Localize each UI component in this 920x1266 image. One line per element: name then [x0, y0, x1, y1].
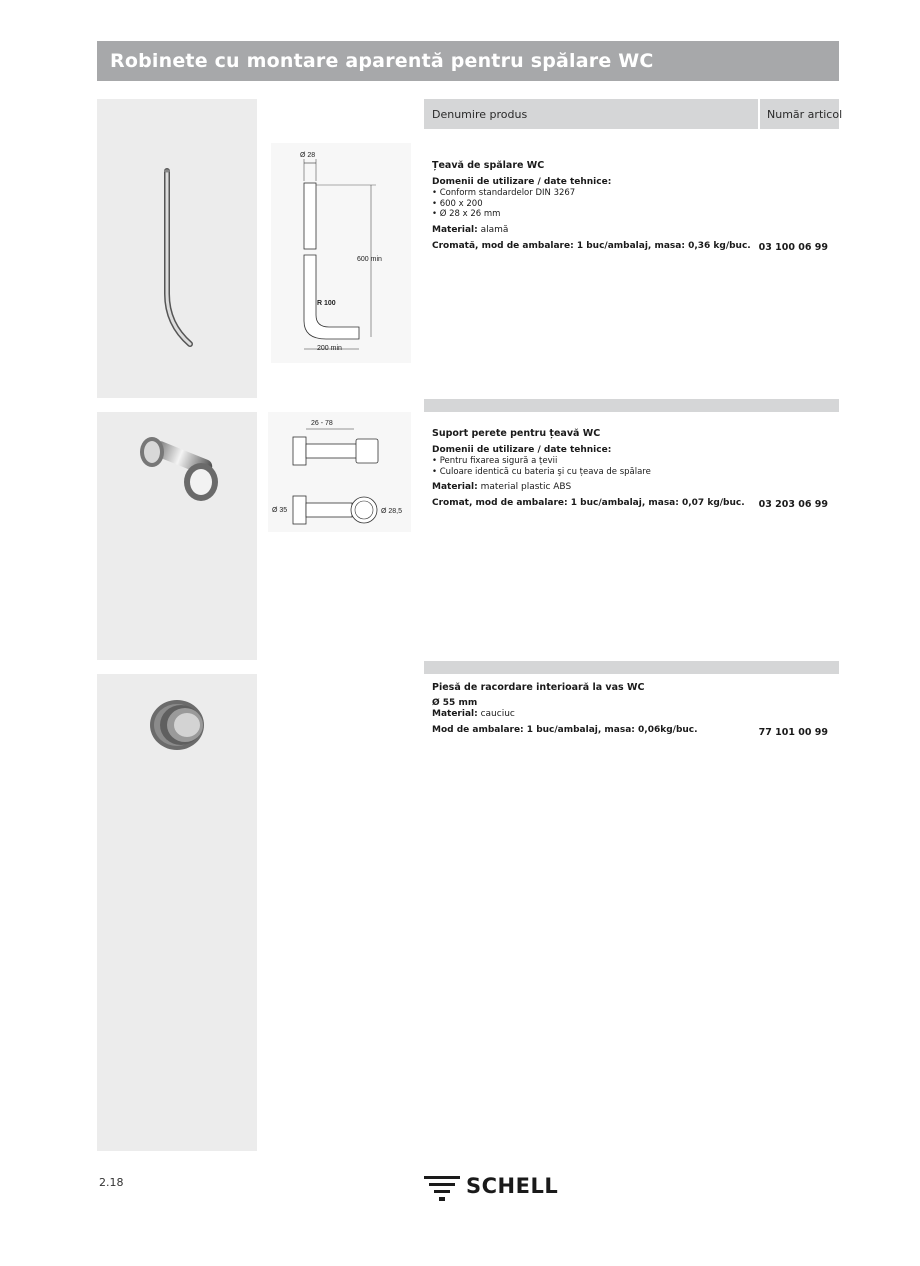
drawing-label-radius: R 100: [317, 300, 336, 307]
material-label: Material:: [432, 482, 478, 492]
list-item: • Pentru fixarea sigură a țevii: [432, 456, 832, 467]
product-packaging: Cromată, mod de ambalare: 1 buc/ambalaj, masa: 0,36 kg/buc.: [432, 240, 751, 251]
product-name: Suport perete pentru țeavă WC: [432, 428, 601, 439]
drawing-label-width: 200 min: [317, 345, 342, 352]
drawing-label-diameter: Ø 28: [300, 152, 316, 159]
product-material: [432, 482, 832, 493]
product-material: [432, 225, 832, 236]
article-number: 03 100 06 99: [758, 242, 828, 253]
material-value: alamă: [480, 224, 509, 235]
material-label: Material:: [432, 709, 478, 719]
article-number: 03 203 06 99: [758, 499, 828, 510]
list-item: • 600 x 200: [432, 199, 832, 210]
drawing-label-d1: Ø 35: [272, 507, 288, 514]
row-separator: [424, 661, 839, 674]
technical-drawing-wall-bracket: [268, 412, 411, 532]
drawing-label-d2: Ø 28,5: [381, 508, 403, 515]
article-number: 77 101 00 99: [758, 727, 828, 738]
list-item: • Ø 28 x 26 mm: [432, 209, 832, 220]
flush-pipe-photo: [97, 99, 257, 398]
product-name: Țeavă de spălare WC: [432, 160, 545, 171]
product-spec-list: [432, 456, 832, 477]
product-entry-3: [432, 682, 832, 736]
product-material: [432, 709, 832, 720]
product-photo-panel-3: [97, 674, 257, 1151]
column-header-article-label: Număr articol: [767, 108, 843, 121]
product-photo-panel-2: [97, 412, 257, 660]
product-packaging: Mod de ambalare: 1 buc/ambalaj, masa: 0,06kg/buc.: [432, 725, 698, 735]
schell-logo-icon: [424, 1172, 464, 1204]
row-separator: [424, 399, 839, 412]
page-header: [97, 41, 839, 81]
technical-drawing-flush-pipe: [271, 143, 411, 363]
product-packaging: Cromat, mod de ambalare: 1 buc/ambalaj, masa: 0,07 kg/buc.: [432, 498, 745, 508]
material-value: material plastic ABS: [480, 482, 572, 492]
drawing-label-length: 26 - 78: [311, 420, 333, 427]
product-diameter: Ø 55 mm: [432, 698, 478, 708]
page-number: 2.18: [99, 1176, 124, 1189]
material-value: cauciuc: [480, 709, 515, 719]
drawing-label-height: 600 min: [357, 256, 382, 263]
product-entry-1: [432, 160, 832, 252]
page-title: Robinete cu montare aparentă pentru spălare WC: [110, 50, 654, 72]
product-entry-2: [432, 428, 832, 509]
product-name: Piesă de racordare interioară la vas WC: [432, 682, 645, 693]
brand-logo: [424, 1172, 574, 1204]
list-item: • Culoare identică cu bateria şi cu țeava de spălare: [432, 467, 832, 478]
product-domains-label: Domenii de utilizare / date tehnice:: [432, 445, 612, 455]
material-label: Material:: [432, 224, 478, 235]
brand-name: SCHELL: [466, 1174, 559, 1198]
product-photo-panel-1: [97, 99, 257, 398]
column-header-name: [424, 99, 758, 129]
rubber-connector-photo: [97, 674, 257, 1151]
list-item: • Conform standardelor DIN 3267: [432, 188, 832, 199]
product-domains-label: Domenii de utilizare / date tehnice:: [432, 177, 612, 187]
wall-bracket-photo: [97, 412, 257, 660]
column-header-name-label: Denumire produs: [432, 108, 528, 121]
column-header-article: [760, 99, 843, 129]
product-spec-list: [432, 188, 832, 220]
